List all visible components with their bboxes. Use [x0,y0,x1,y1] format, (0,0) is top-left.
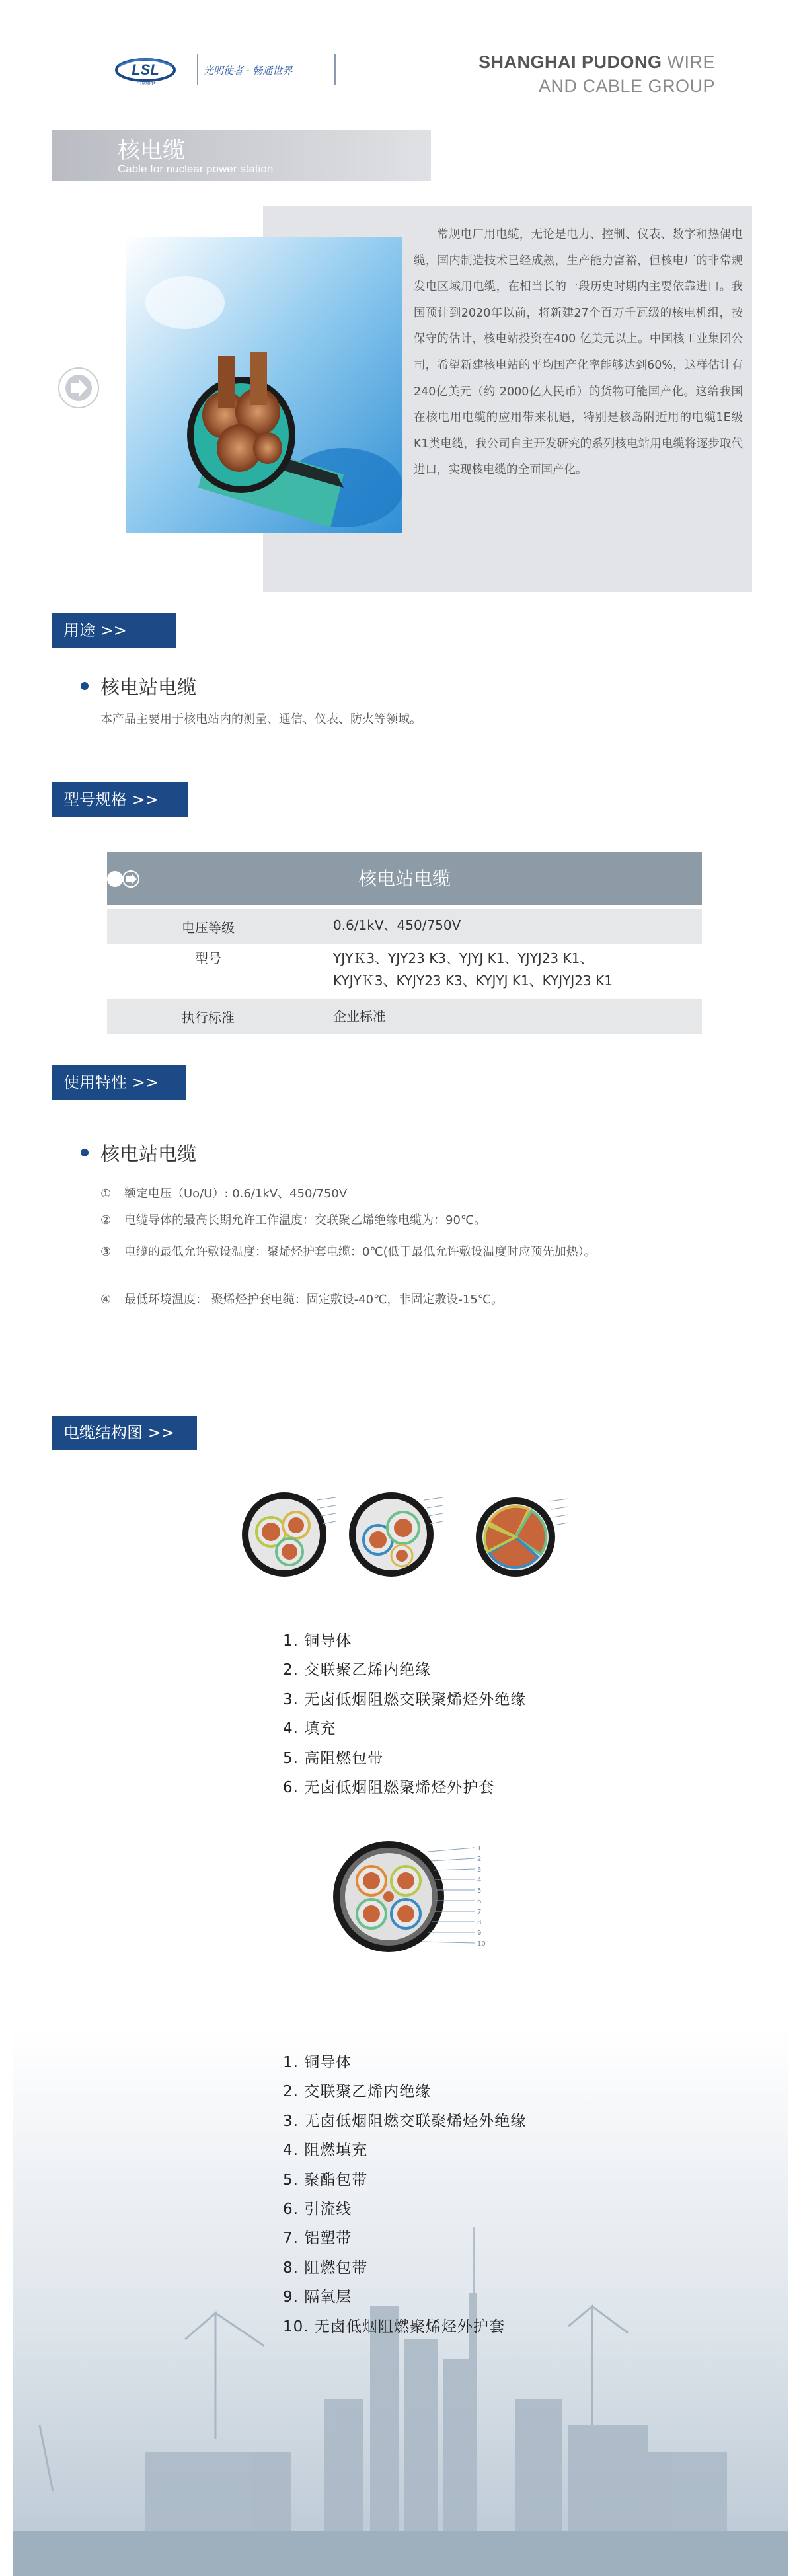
spec-table-title: 核电站电缆 [358,868,451,890]
feature-item: ④ 最低环境温度： 聚烯烃护套电缆：固定敷设-40℃，非固定敷设-15℃。 [100,1293,503,1307]
page-subtitle: Cable for nuclear power station [118,163,274,175]
spec-row-standard [107,999,702,1034]
list-item: 6. 引流线 [283,2200,352,2218]
page-title: 核电缆 [118,137,185,164]
spec-row-model [107,944,702,997]
cross-section-label: 1 [477,1845,482,1852]
structure-list-1 [283,1628,526,1804]
section-header-structure: 电缆结构图 >> [52,1416,197,1450]
list-item: 1. 铜导体 [283,2054,352,2071]
cross-section-label: 10 [477,1940,486,1948]
intro-text: 常规电厂用电缆，无论是电力、控制、仪表、数字和热偶电缆，国内制造技术已经成熟，生产能力富裕，但核电厂的非常规发电区域用电缆，在相当长的一段历史时期内主要依靠进口。我国预计到2020年以前，将新建27个百万千瓦级的核电机组，按保守的估计，核电站投资在400 亿美元以上。中国核工业集团公司，希望新建核电站的平均国产化率能够达到60%，这样估计有240亿美元（约 2000亿人民币）的货物可能国产化。这给我国在核电用电缆的应用带来机遇，特别是核岛附近用的电缆1E级K1类电缆，我公司自主开发研究的系列核电站用电缆将逐步取代进口，实现核电缆的全面国产化。 [414,228,743,477]
list-item: 10. 无卤低烟阻燃聚烯烃外护套 [283,2318,505,2335]
spec-value: 企业标准 [333,1008,386,1024]
cross-section-label: 2 [477,1856,482,1863]
spec-value: 0.6/1kV、450/750V [333,917,461,933]
section-header-spec: 型号规格 >> [52,782,188,817]
spec-value-line2: KYJYＫ3、KYJY23 K3、KYJYJ K1、KYJYJ23 K1 [333,973,613,989]
section-header-usage: 用途 >> [52,613,176,648]
structure-list-2 [283,2050,526,2343]
features-product-title: 核电站电缆 [100,1143,197,1165]
section-header-features: 使用特性 >> [52,1065,186,1100]
feature-item: ① 额定电压（Uo/U）: 0.6/1kV、450/750V [100,1187,348,1201]
feature-item: ③ 电缆的最低允许敷设温度：聚烯烃护套电缆：0℃(低于最低允许敷设温度时应预先加热）。 [100,1245,596,1259]
cable-cross-section-detailed-diagram [329,1838,527,1955]
cross-section-label: 6 [477,1898,482,1905]
spec-table [107,852,702,1034]
list-item: 1. 铜导体 [283,1632,352,1649]
feature-item: ② 电缆导体的最高长期允许工作温度：交联聚乙烯绝缘电缆为：90℃。 [100,1213,486,1227]
cross-section-label: 5 [477,1887,482,1895]
list-item: 3. 无卤低烟阻燃交联聚烯烃外绝缘 [283,1690,527,1708]
list-item: 6. 无卤低烟阻燃聚烯烃外护套 [283,1778,495,1796]
list-item: 9. 隔氧层 [283,2289,352,2306]
cable-photo [126,237,402,533]
spec-row-voltage [107,909,702,944]
list-item: 3. 无卤低烟阻燃交联聚烯烃外绝缘 [283,2112,527,2130]
cable-cross-sections-diagram [238,1488,595,1581]
usage-description: 本产品主要用于核电站内的测量、通信、仪表、防火等领域。 [100,712,422,726]
cross-section-label: 8 [477,1919,482,1926]
cross-section-b [349,1492,443,1577]
list-item: 2. 交联聚乙烯内绝缘 [283,2083,432,2101]
bullet-icon [81,1149,89,1156]
cross-section-label: 4 [477,1877,482,1884]
list-item: 4. 填充 [283,1720,336,1738]
svg-text:上缆藤仓: 上缆藤仓 [135,80,156,86]
list-item: 2. 交联聚乙烯内绝缘 [283,1661,432,1679]
arrow-right-icon [107,868,141,890]
list-item: 8. 阻燃包带 [283,2259,368,2277]
logo-divider-end [334,54,336,85]
spec-value: YJYＫ3、YJY23 K3、YJYJ K1、YJYJ23 K1、 [333,950,593,966]
list-item: 5. 聚酯包带 [283,2171,368,2189]
list-item: 5. 高阻燃包带 [283,1749,384,1767]
spec-label: 执行标准 [182,1010,235,1026]
cross-section-label: 9 [477,1930,482,1937]
list-item: 7. 铝塑带 [283,2230,352,2248]
logo-slogan: 光明使者 · 畅通世界 [204,65,293,77]
cross-section-label: 3 [477,1866,482,1874]
spec-table-header [107,852,702,905]
arrow-right-icon [57,366,100,410]
company-name: SHANGHAI PUDONG WIRE AND CABLE GROUP [478,52,715,96]
logo-divider [197,54,198,85]
spec-label: 型号 [195,950,221,966]
bullet-icon [81,682,89,690]
cable-photo-image [126,237,402,533]
cross-section-label: 7 [477,1909,482,1916]
usage-product-title: 核电站电缆 [100,676,197,699]
cross-section-a [242,1492,336,1577]
cross-section-c [476,1497,568,1577]
page-title-banner [52,130,431,181]
svg-text:LSL: LSL [132,61,159,78]
list-item: 4. 阻燃填充 [283,2142,368,2160]
spec-label: 电压等级 [182,920,235,936]
logo-emblem-icon [112,52,178,87]
company-logo [104,52,338,87]
